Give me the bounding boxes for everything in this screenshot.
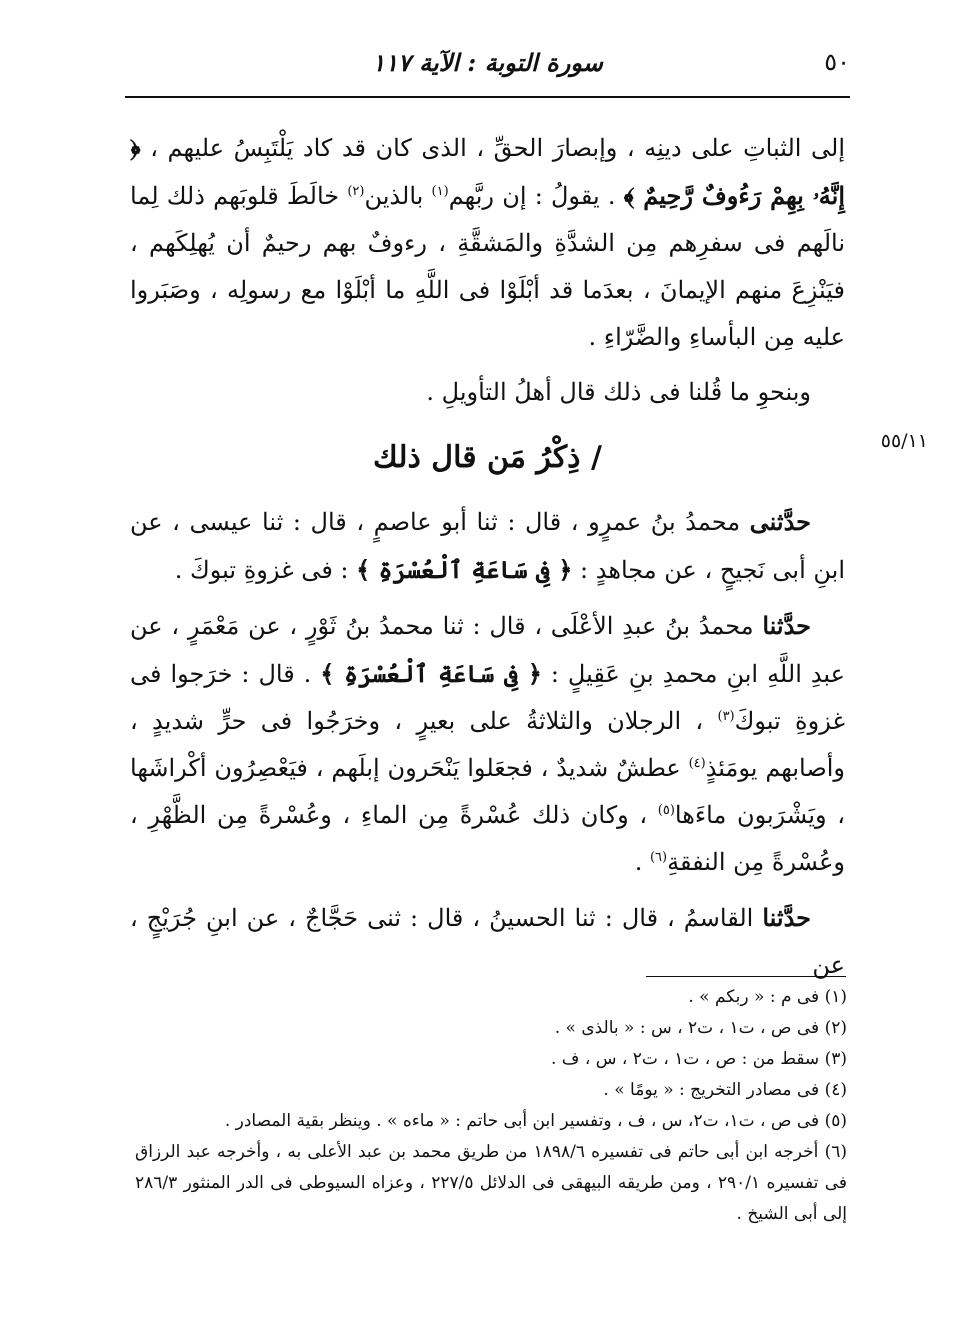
isnad-word: حدَّثنى	[749, 507, 811, 536]
footnote-marker-5: (٥)	[657, 803, 675, 818]
text-segment: : فى غزوةِ تبوكَ .	[174, 556, 357, 584]
footnote-marker-2: (٢)	[347, 184, 365, 199]
footnote-1: (١) فى م : « ربكم » .	[688, 987, 847, 1007]
margin-reference: ٥٥/١١	[880, 430, 928, 452]
text-segment: محمدُ بنُ عبدِ الأعْلَى ، قال : ثنا محمدُ بنُ ثَوْرٍ ، عن مَعْمَرٍ ، عن عبدِ اللَّهِ ابنِ محمدِ بنِ عَقِيلٍ :	[130, 612, 845, 688]
paragraph-3	[130, 498, 845, 594]
page-number: ٥٠	[824, 48, 850, 76]
footnote-rule	[646, 976, 846, 977]
quran-quote: ﴿ فِى سَاعَةِ ٱلْعُسْرَةِ ﴾	[320, 659, 542, 688]
header-rule	[125, 96, 850, 98]
footnote-marker-4: (٤)	[688, 756, 706, 771]
text-segment: ، الرجلان والثلاثةُ على بعيرٍ ، وخرَجُوا فى حرٍّ شديدٍ ، وأصابهم يومَئذٍ	[130, 707, 845, 782]
isnad-word: حدَّثنا	[762, 611, 811, 640]
text-segment: بالذين	[364, 182, 432, 210]
text-segment: ، وكان ذلك عُسْرةً مِن الماءِ ، وعُسْرةً مِن الظَّهْرِ ، وعُسْرةً مِن النفقةِ	[130, 801, 845, 876]
text-segment: عطشٌ شديدٌ ، فجعَلوا يَنْحَرون إبلَهم ، فيَعْصِرُون أكْراشَها ، ويَشْرَبون ماءَها	[130, 754, 845, 829]
footnote-3: (٣) سقط من : ص ، ت١ ، ت٢ ، س ، ف .	[550, 1049, 847, 1069]
section-heading: / ذِكْرُ مَن قال ذلك	[373, 440, 602, 475]
footnote-5: (٥) فى ص ، ت١، ت٢، س ، ف ، وتفسير ابن أبى حاتم : « ماءه » . وينظر بقية المصادر .	[224, 1111, 847, 1131]
text-segment: القاسمُ ، قال : ثنا الحسينُ ، قال : ثنى حَجَّاجٌ ، عن ابنِ جُرَيْجٍ ، عن	[130, 904, 845, 979]
paragraph-5	[130, 894, 845, 989]
paragraph-4	[130, 602, 845, 886]
quran-quote: ﴿ إِنَّهُۥ بِهِمْ رَءُوفٌ رَّحِيمٌ ﴾	[130, 133, 845, 210]
paragraph-2: وبنحوِ ما قُلنا فى ذلك قال أهلُ التأويلِ .	[426, 378, 811, 406]
footnote-marker-3: (٣)	[717, 709, 735, 724]
footnote-6: (٦) أخرجه ابن أبى حاتم فى تفسيره ١٨٩٨/٦ من طريق محمد بن عبد الأعلى به ، وأخرجه عبد الرزاق فى تفسيره ٢٩٠/١ ، ومن طريقه البيهقى فى الدلائل ٢٢٧/٥ ، وعزاه السيوطى فى الدر المنثور ٢٨٦/٣ إلى أبى الشيخ .	[135, 1142, 847, 1224]
text-segment: .	[634, 848, 650, 876]
text-segment: إلى الثباتِ على دينِه ، وإبصارَ الحقِّ ، الذى كان قد كاد يَلْتَبِسُ عليهم ،	[140, 134, 845, 162]
footnotes	[135, 982, 847, 1230]
footnote-4: (٤) فى مصادر التخريج : « يومًا » .	[603, 1080, 847, 1100]
running-title: سورة التوبة : الآية ١١٧	[372, 48, 603, 77]
isnad-word: حدَّثنا	[762, 903, 811, 932]
footnote-marker-6: (٦)	[649, 850, 668, 865]
paragraph-1	[130, 124, 845, 361]
text-segment: . يقولُ : إن ربَّهم	[448, 182, 624, 210]
footnote-marker-1: (١)	[431, 184, 449, 199]
text-segment: . قال : خرَجوا فى غزوةِ تبوكَ	[130, 660, 845, 735]
quran-quote: ﴿ فِى سَاعَةِ ٱلْعُسْرَةِ ﴾	[356, 555, 573, 584]
page-header	[125, 42, 850, 94]
text-segment: محمدُ بنُ عمرٍو ، قال : ثنا أبو عاصمٍ ، قال : ثنا عيسى ، عن ابنِ أبى نَجيحٍ ، عن مجاهدٍ :	[130, 508, 845, 584]
main-text	[130, 124, 845, 997]
footnote-2: (٢) فى ص ، ت١ ، ت٢ ، س : « بالذى » .	[554, 1018, 847, 1038]
text-segment: خالَطَ قلوبَهم ذلك لِما نالَهم فى سفرِهم مِن الشدَّةِ والمَشقَّةِ ، رءوفٌ بهم رحيمٌ أن يُهلِكَهم ، فيَنْزِعَ منهم الإيمانَ ، بعدَما قد أبْلَوْا فى اللَّهِ ما أبْلَوْا مع رسولِه ، وصَبَروا عليه مِن البأساءِ والضَّرّاءِ .	[130, 182, 845, 351]
